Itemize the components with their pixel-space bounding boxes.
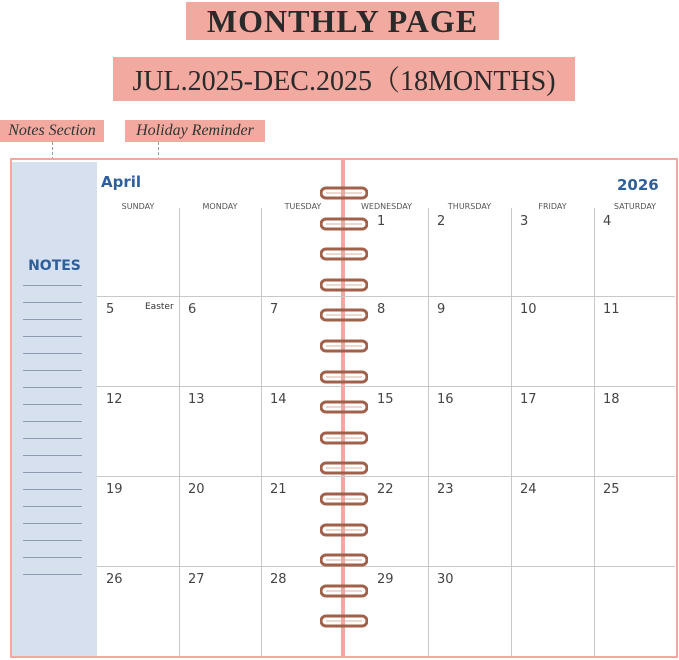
day-cell-number[interactable]: 13 [188,392,205,407]
day-cell-number[interactable]: 6 [188,302,197,317]
binding-ring [320,553,368,567]
day-cell-number[interactable]: 12 [106,392,123,407]
notes-section-callout [0,120,104,142]
holiday-reminder-callout [125,120,265,142]
day-cell-number[interactable]: 29 [377,572,394,587]
binding-ring [320,584,368,598]
binding-ring [320,217,368,231]
day-cell-number[interactable]: 25 [603,482,620,497]
note-line [23,472,82,473]
binding-ring [320,400,368,414]
subtitle-banner [113,57,575,101]
binding-ring [320,523,368,537]
page-title-banner [186,2,499,40]
note-line [23,387,82,388]
day-cell-number[interactable]: 7 [270,302,279,317]
weekday-sunday: SUNDAY [121,202,155,211]
day-cell-number[interactable]: 28 [270,572,287,587]
day-cell-number[interactable]: 18 [603,392,620,407]
day-cell-number[interactable]: 8 [377,302,386,317]
note-line [23,557,82,558]
binding-ring [320,492,368,506]
note-line [23,421,82,422]
grid-row-divider [97,386,675,387]
notes-heading: NOTES [28,258,81,274]
day-cell-number[interactable]: 21 [270,482,287,497]
notes-section-label: Notes Section [8,122,96,139]
holiday-reminder-label: Holiday Reminder [136,122,254,139]
binding-ring [320,278,368,292]
binding-ring [320,308,368,322]
binding-ring [320,431,368,445]
day-cell-number[interactable]: 1 [377,214,386,229]
weekday-friday: FRIDAY [538,202,567,211]
grid-row-divider [97,566,675,567]
grid-row-divider [97,296,675,297]
day-cell-number[interactable]: 24 [520,482,537,497]
weekday-saturday: SATURDAY [613,202,657,211]
day-cell-number[interactable]: 9 [437,302,446,317]
note-line [23,540,82,541]
day-cell-number[interactable]: 3 [520,214,529,229]
grid-column-divider [261,208,262,656]
weekday-tuesday: TUESDAY [284,202,322,211]
note-line [23,319,82,320]
page-title: MONTHLY PAGE [206,2,479,39]
grid-column-divider [594,208,595,656]
day-cell-number[interactable]: 19 [106,482,123,497]
weekday-thursday: THURSDAY [447,202,492,211]
grid-column-divider [428,208,429,656]
note-line [23,353,82,354]
month-name: April [101,173,142,191]
grid-column-divider [179,208,180,656]
day-cell-number[interactable]: 17 [520,392,537,407]
note-line [23,302,82,303]
day-cell-number[interactable]: 23 [437,482,454,497]
note-line [23,336,82,337]
note-line [23,523,82,524]
binding-ring [320,186,368,200]
note-line [23,506,82,507]
binding-ring [320,614,368,628]
day-cell-number[interactable]: 5 [106,302,115,317]
notes-column [12,162,97,656]
day-cell-number[interactable]: 15 [377,392,394,407]
page-subtitle: JUL.2025-DEC.2025（18MONTHS) [132,66,556,97]
day-cell-number[interactable]: 16 [437,392,454,407]
binding-ring [320,370,368,384]
weekday-monday: MONDAY [202,202,238,211]
day-cell-number[interactable]: 27 [188,572,205,587]
day-cell-number[interactable]: 4 [603,214,612,229]
day-cell-number[interactable]: 2 [437,214,446,229]
binding-ring [320,461,368,475]
note-line [23,370,82,371]
binding-ring [320,247,368,261]
day-cell-number[interactable]: 30 [437,572,454,587]
day-cell-number[interactable]: 22 [377,482,394,497]
day-cell-number[interactable]: 20 [188,482,205,497]
binding-ring [320,339,368,353]
day-cell-number[interactable]: 10 [520,302,537,317]
weekday-wednesday: WEDNESDAY [361,202,412,211]
day-cell-number[interactable]: 26 [106,572,123,587]
note-line [23,574,82,575]
note-line [23,285,82,286]
day-cell-number[interactable]: 14 [270,392,287,407]
grid-column-divider [511,208,512,656]
day-cell-number[interactable]: 11 [603,302,620,317]
note-line [23,489,82,490]
grid-row-divider [97,476,675,477]
note-line [23,404,82,405]
year-label: 2026 [617,176,659,194]
note-line [23,438,82,439]
note-line [23,455,82,456]
holiday-event-label: Easter [145,302,174,312]
